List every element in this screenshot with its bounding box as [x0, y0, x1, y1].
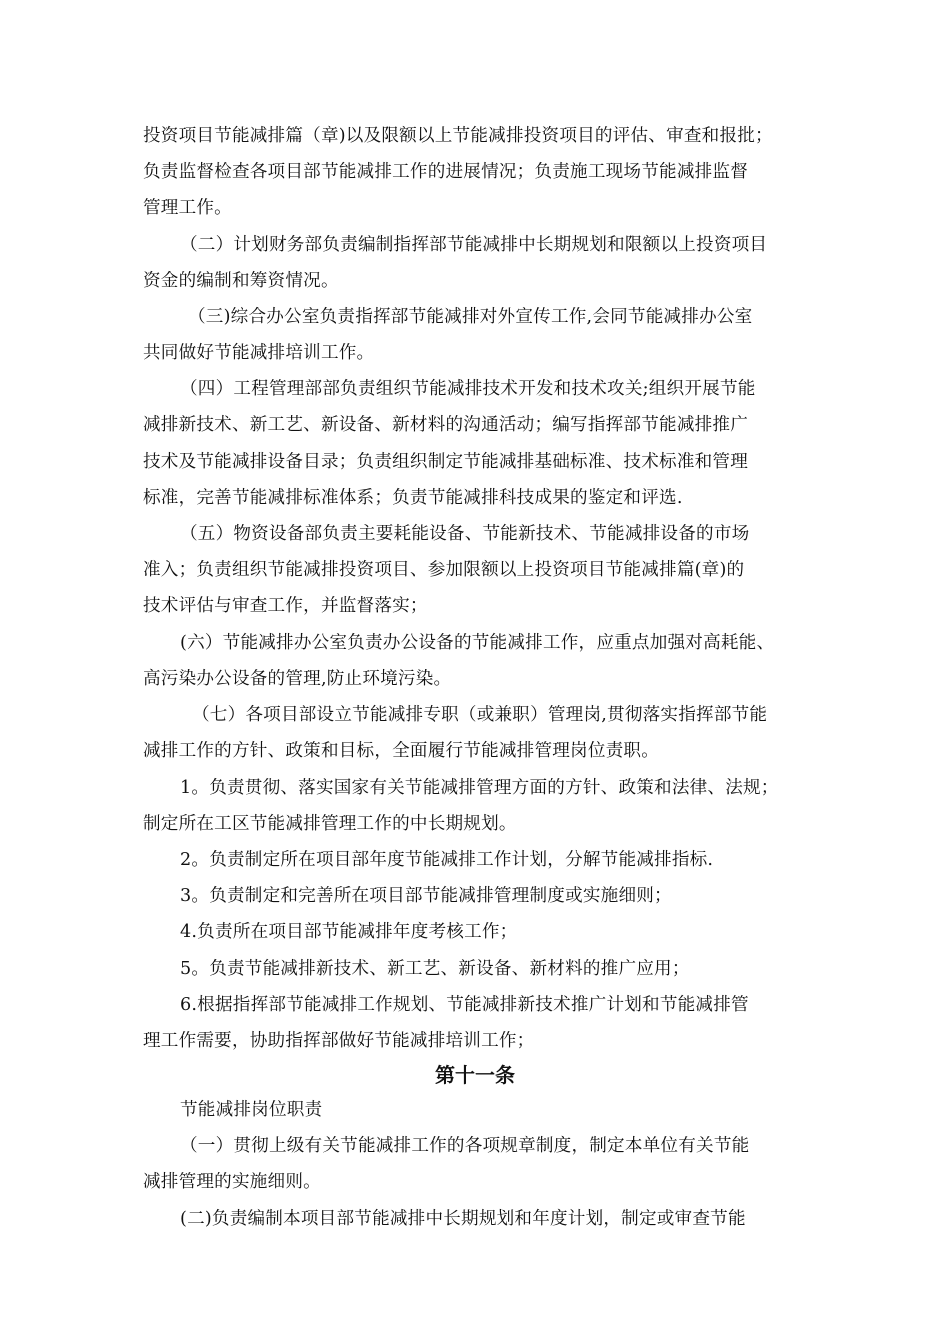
paragraph-line: 6.根据指挥部节能减排工作规划、节能减排新技术推广计划和节能减排管 — [180, 995, 749, 1015]
paragraph-line: （一）贯彻上级有关节能减排工作的各项规章制度，制定本单位有关节能 — [180, 1136, 750, 1156]
paragraph-line: 3。负责制定和完善所在项目部节能减排管理制度或实施细则； — [180, 886, 672, 906]
paragraph-line: （四）工程管理部部负责组织节能减排技术开发和技术攻关;组织开展节能 — [180, 379, 756, 399]
paragraph-line: 4.负责所在项目部节能减排年度考核工作； — [180, 922, 518, 942]
paragraph-line: 1。负责贯彻、落实国家有关节能减排管理方面的方针、政策和法律、法规； — [180, 778, 779, 798]
paragraph-line: 5。负责节能减排新技术、新工艺、新设备、新材料的推广应用； — [180, 959, 690, 979]
paragraph-line: 减排管理的实施细则。 — [143, 1172, 321, 1192]
section-heading: 第十一条 — [435, 1063, 515, 1087]
paragraph-line: 准入；负责组织节能减排投资项目、参加限额以上投资项目节能减排篇(章)的 — [143, 560, 745, 580]
paragraph-line: 高污染办公设备的管理,防止环境污染。 — [143, 669, 452, 689]
paragraph-line: 节能减排岗位职责 — [180, 1100, 323, 1120]
paragraph-line: 管理工作。 — [143, 198, 232, 218]
paragraph-line: （三)综合办公室负责指挥部节能减排对外宣传工作,会同节能减排办公室 — [188, 307, 753, 327]
paragraph-line: (六）节能减排办公室负责办公设备的节能减排工作，应重点加强对高耗能、 — [180, 633, 775, 653]
paragraph-line: 制定所在工区节能减排管理工作的中长期规划。 — [143, 814, 517, 834]
paragraph-line: （七）各项目部设立节能减排专职（或兼职）管理岗,贯彻落实指挥部节能 — [192, 705, 768, 725]
paragraph-line: 负责监督检查各项目部节能减排工作的进展情况；负责施工现场节能减排监督 — [143, 162, 748, 182]
paragraph-line: （二）计划财务部负责编制指挥部节能减排中长期规划和限额以上投资项目 — [180, 235, 768, 255]
paragraph-line: 理工作需要，协助指挥部做好节能减排培训工作； — [143, 1031, 535, 1051]
paragraph-line: (二)负责编制本项目部节能减排中长期规划和年度计划，制定或审查节能 — [180, 1209, 746, 1229]
paragraph-line: 投资项目节能减排篇（章)以及限额以上节能减排投资项目的评估、审查和报批； — [143, 126, 773, 146]
paragraph-line: 共同做好节能减排培训工作。 — [143, 343, 375, 363]
paragraph-line: 2。负责制定所在项目部年度节能减排工作计划，分解节能减排指标. — [180, 850, 714, 870]
paragraph-line: 技术及节能减排设备目录；负责组织制定节能减排基础标准、技术标准和管理 — [143, 452, 748, 472]
paragraph-line: 技术评估与审查工作，并监督落实； — [143, 596, 428, 616]
paragraph-line: （五）物资设备部负责主要耗能设备、节能新技术、节能减排设备的市场 — [180, 524, 750, 544]
paragraph-line: 减排工作的方针、政策和目标，全面履行节能减排管理岗位责职。 — [143, 741, 660, 761]
paragraph-line: 减排新技术、新工艺、新设备、新材料的沟通活动；编写指挥部节能减排推广 — [143, 415, 748, 435]
paragraph-line: 标准，完善节能减排标准体系；负责节能减排科技成果的鉴定和评选. — [143, 488, 683, 508]
paragraph-line: 资金的编制和筹资情况。 — [143, 271, 339, 291]
